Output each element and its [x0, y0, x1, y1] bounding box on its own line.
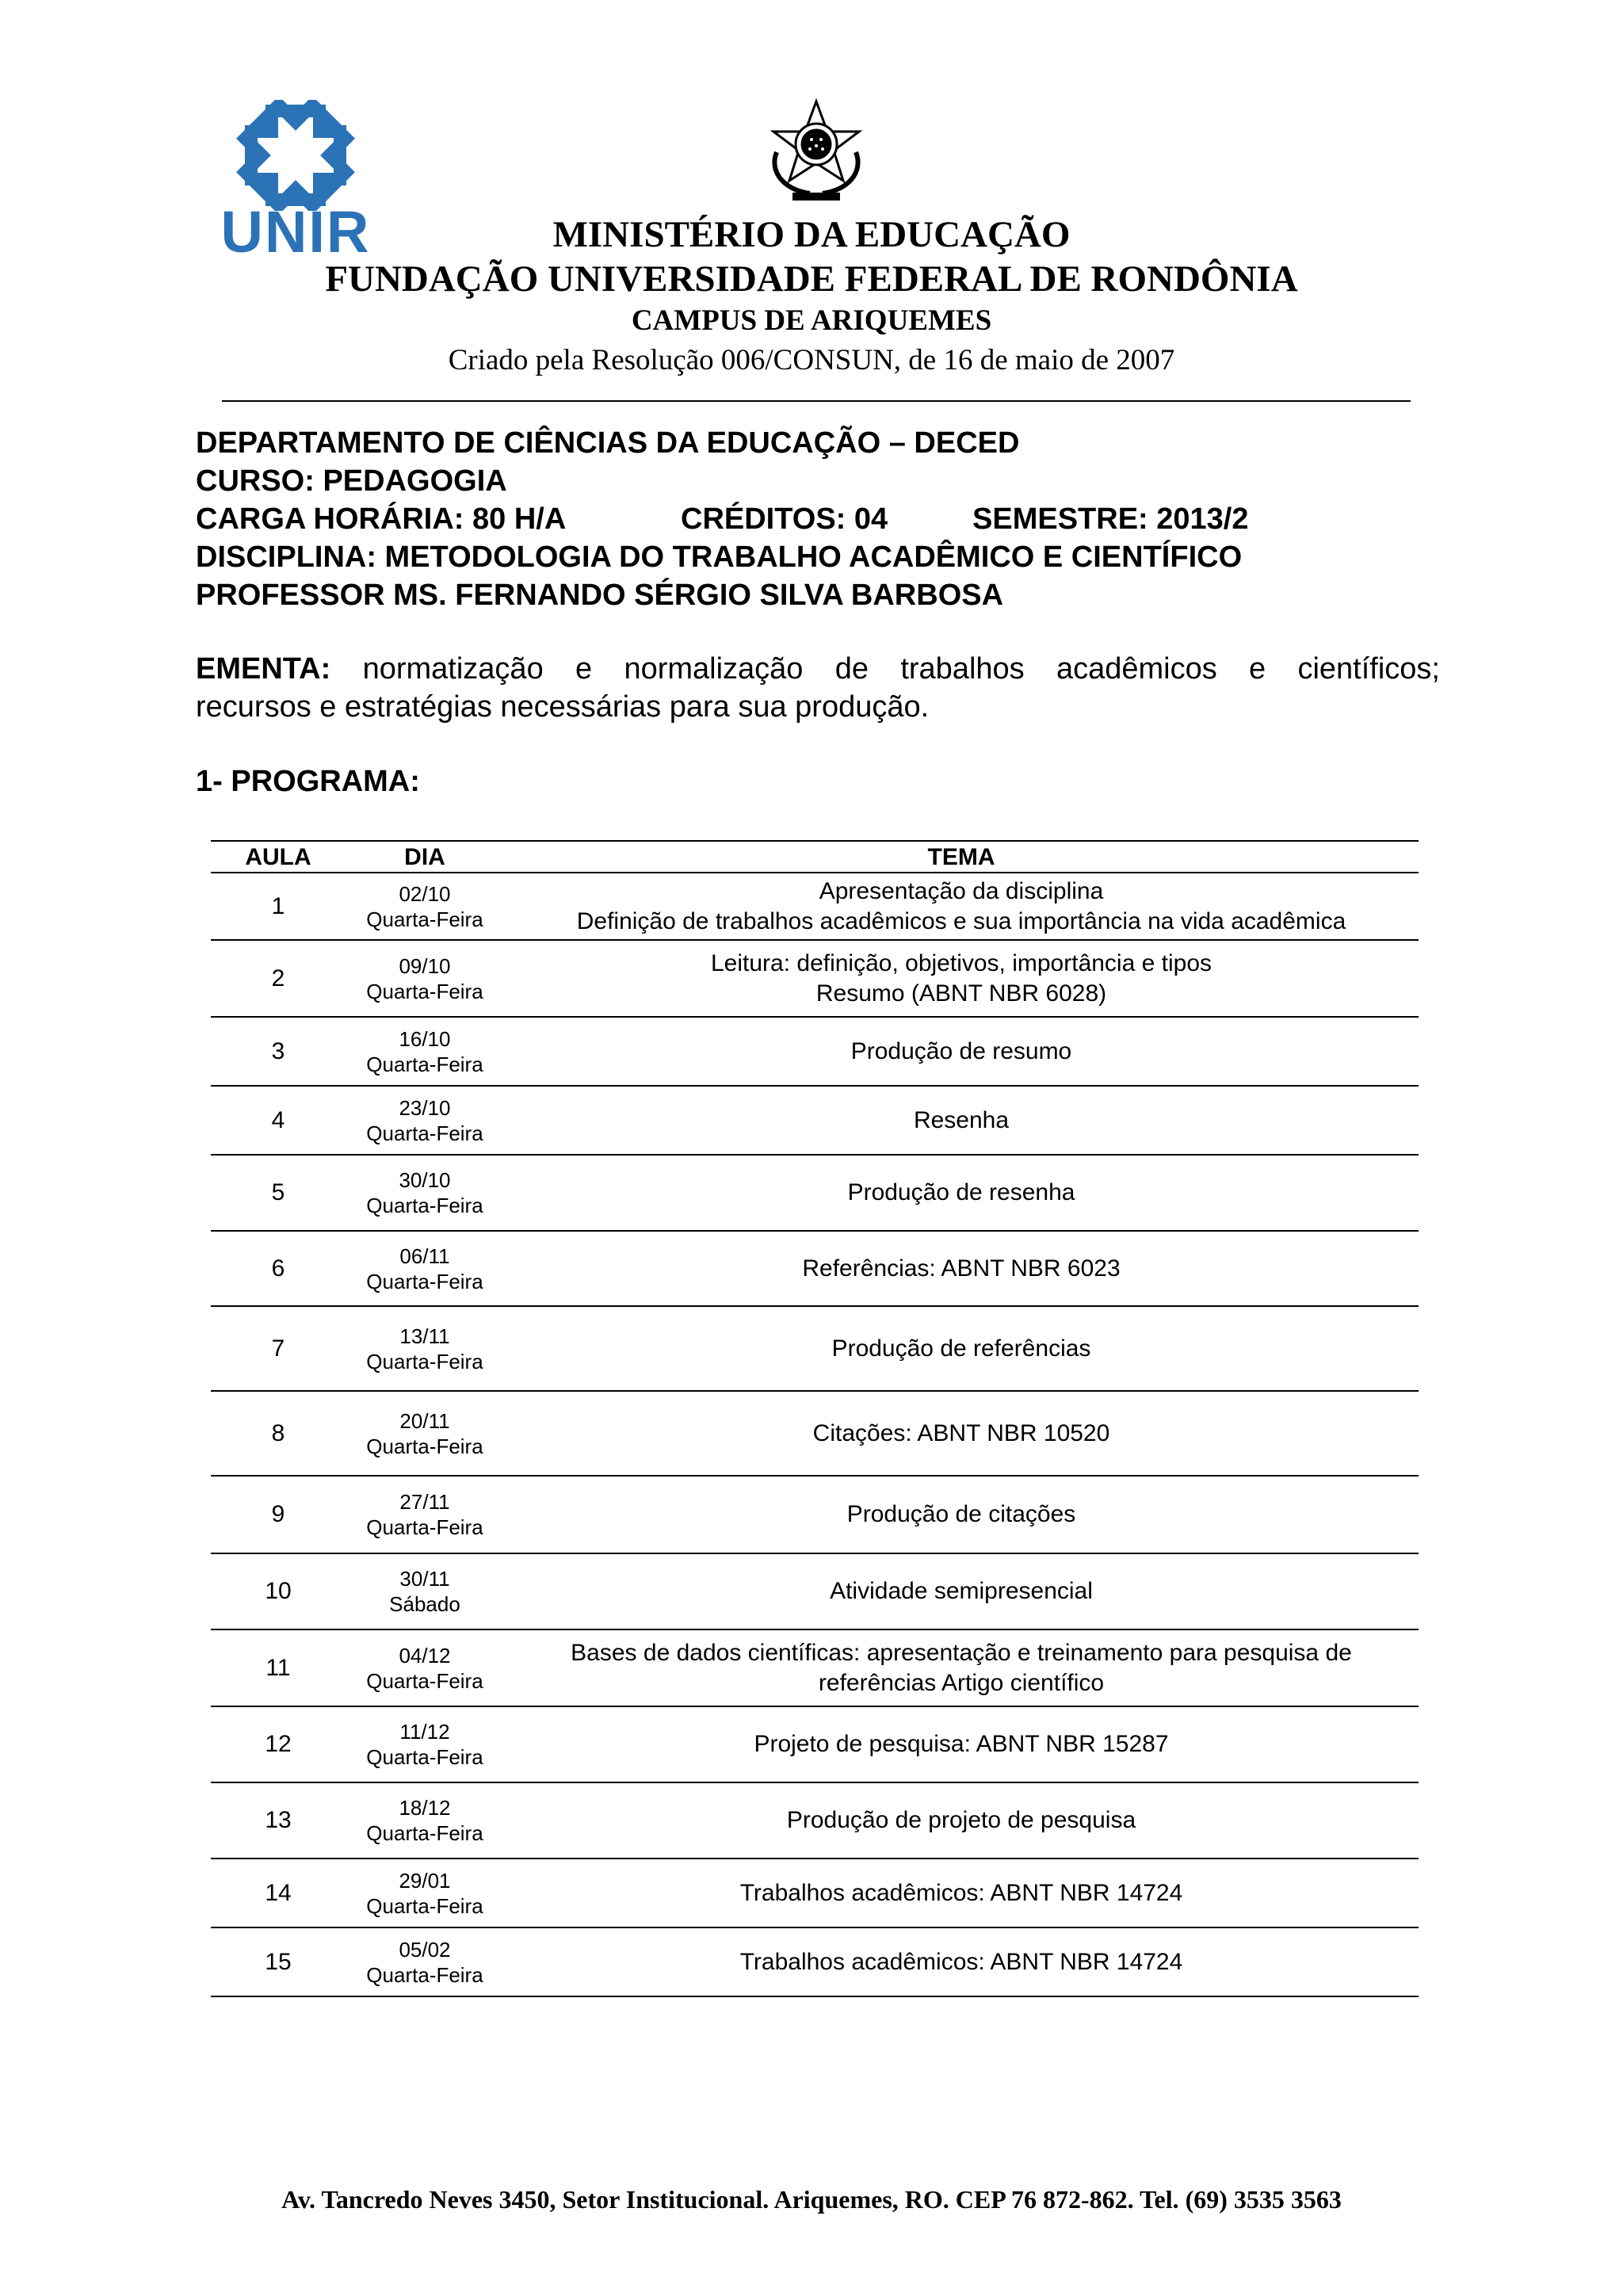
cell-date: 16/10	[399, 1026, 451, 1051]
cell-date: 05/02	[399, 1937, 451, 1962]
cell-tema	[504, 1477, 1419, 1553]
tema-line: Produção de projeto de pesquisa	[786, 1807, 1136, 1833]
cell-tema	[504, 873, 1419, 939]
unir-logo-text: UNIR	[220, 199, 371, 265]
cell-date: 09/10	[399, 953, 451, 978]
table-row	[211, 941, 1419, 1018]
tema-line: Bases de dados científicas: apresentação e treinamento para pesquisa de	[571, 1639, 1352, 1666]
cell-dia	[346, 1783, 504, 1858]
cell-date: 27/11	[399, 1490, 450, 1514]
table-row	[211, 1232, 1419, 1307]
cell-tema	[504, 1554, 1419, 1629]
cell-aula: 8	[271, 1419, 285, 1446]
cell-aula: 1	[271, 892, 285, 919]
cell-tema	[504, 1307, 1419, 1390]
tema-line: Produção de resenha	[847, 1179, 1075, 1205]
table-row	[211, 1087, 1419, 1156]
cell-aula: 3	[271, 1037, 285, 1064]
cell-dia	[346, 1307, 504, 1390]
cell-dia	[346, 1087, 504, 1154]
cell-dia	[346, 1630, 504, 1706]
cell-aula: 13	[265, 1807, 292, 1833]
tema-line: Resumo (ABNT NBR 6028)	[815, 980, 1107, 1007]
cell-aula: 2	[271, 965, 285, 991]
cell-weekday: Quarta-Feira	[366, 1349, 483, 1373]
cell-date: 20/11	[399, 1408, 450, 1433]
table-row	[211, 1783, 1419, 1859]
ministry-title: MINISTÉRIO DA EDUCAÇÃO	[552, 214, 1071, 255]
cell-dia	[346, 1859, 504, 1927]
table-row	[211, 1859, 1419, 1928]
cell-date: 11/12	[399, 1720, 450, 1744]
cell-tema	[504, 1783, 1419, 1858]
cell-dia	[346, 1477, 504, 1553]
tema-line: Resenha	[913, 1106, 1010, 1133]
cell-weekday: Quarta-Feira	[366, 1821, 483, 1845]
cell-dia	[346, 1392, 504, 1475]
table-body	[211, 873, 1419, 1997]
cell-aula: 15	[265, 1948, 292, 1975]
tema-line: Referências: ABNT NBR 6023	[802, 1255, 1121, 1282]
cell-weekday: Quarta-Feira	[366, 1962, 483, 1987]
programa-title: 1- PROGRAMA:	[196, 765, 420, 798]
header-divider	[222, 400, 1411, 402]
department-text: DEPARTAMENTO DE CIÊNCIAS DA EDUCAÇÃO – DECED	[196, 426, 1020, 460]
cell-weekday: Quarta-Feira	[366, 1434, 483, 1458]
cell-dia	[346, 1554, 504, 1629]
header-dia: DIA	[404, 844, 445, 870]
tema-line: Definição de trabalhos acadêmicos e sua importância na vida acadêmica	[576, 907, 1346, 934]
cell-date: 02/10	[399, 881, 451, 906]
cell-date: 30/11	[399, 1567, 450, 1591]
header-aula: AULA	[245, 844, 311, 870]
cell-date: 30/10	[399, 1168, 451, 1192]
credits-text: CRÉDITOS: 04	[681, 502, 888, 536]
cell-aula: 7	[271, 1335, 285, 1362]
cell-weekday: Quarta-Feira	[366, 1121, 483, 1145]
cell-date: 18/12	[399, 1796, 451, 1820]
tema-line: Produção de citações	[846, 1501, 1076, 1527]
cell-weekday: Quarta-Feira	[366, 1893, 483, 1918]
cell-dia	[346, 1928, 504, 1996]
cell-aula: 9	[271, 1501, 285, 1527]
table-row	[211, 1156, 1419, 1232]
cell-tema	[504, 1018, 1419, 1085]
table-row	[211, 873, 1419, 941]
coat-of-arms-icon	[761, 97, 872, 208]
table-row	[211, 1018, 1419, 1087]
cell-tema	[504, 1630, 1419, 1706]
course-text: CURSO: PEDAGOGIA	[196, 464, 507, 498]
cell-weekday: Quarta-Feira	[366, 907, 483, 931]
table-row	[211, 1707, 1419, 1783]
tema-line: referências Artigo científico	[818, 1669, 1105, 1696]
foundation-title: FUNDAÇÃO UNIVERSIDADE FEDERAL DE RONDÔNIA	[325, 258, 1298, 300]
cell-tema	[504, 1707, 1419, 1782]
tema-line: Trabalhos acadêmicos: ABNT NBR 14724	[739, 1879, 1183, 1906]
cell-tema	[504, 1156, 1419, 1230]
cell-tema	[504, 1392, 1419, 1475]
schedule-table	[211, 840, 1419, 1997]
cell-dia	[346, 1018, 504, 1085]
cell-weekday: Quarta-Feira	[366, 1052, 483, 1076]
cell-dia	[346, 1156, 504, 1230]
semester-text: SEMESTRE: 2013/2	[972, 502, 1249, 536]
cell-dia	[346, 873, 504, 939]
cell-aula: 11	[265, 1654, 291, 1681]
ementa	[196, 650, 1440, 726]
cell-tema	[504, 1859, 1419, 1927]
tema-line: Citações: ABNT NBR 10520	[812, 1419, 1110, 1446]
table-row	[211, 1307, 1419, 1392]
cell-tema	[504, 1232, 1419, 1305]
cell-weekday: Quarta-Feira	[366, 1269, 483, 1293]
cell-date: 29/01	[399, 1868, 451, 1893]
ementa-text-1: normatização e normalização de trabalhos acadêmicos e científicos;	[330, 652, 1440, 686]
table-row	[211, 1554, 1419, 1630]
tema-line: Leitura: definição, objetivos, importância e tipos	[710, 949, 1212, 976]
cell-date: 06/11	[399, 1244, 450, 1268]
cell-aula: 10	[265, 1578, 292, 1604]
cell-aula: 12	[265, 1731, 292, 1757]
cell-aula: 6	[271, 1255, 285, 1282]
discipline-text: DISCIPLINA: METODOLOGIA DO TRABALHO ACADÊMICO E CIENTÍFICO	[196, 541, 1243, 574]
table-header	[211, 840, 1419, 873]
campus-title: CAMPUS DE ARIQUEMES	[631, 304, 992, 337]
cell-aula: 4	[271, 1106, 285, 1133]
tema-line: Apresentação da disciplina	[819, 877, 1104, 904]
cell-weekday: Quarta-Feira	[366, 979, 483, 1003]
cell-date: 13/11	[399, 1324, 450, 1348]
ementa-line-1	[196, 650, 1440, 688]
cell-tema	[504, 941, 1419, 1016]
cell-date: 23/10	[399, 1095, 451, 1120]
professor-text: PROFESSOR MS. FERNANDO SÉRGIO SILVA BARBOSA	[196, 579, 1004, 612]
unir-star-icon	[204, 100, 387, 211]
tema-line: Atividade semipresencial	[830, 1578, 1093, 1604]
table-row	[211, 1928, 1419, 1997]
tema-line: Trabalhos acadêmicos: ABNT NBR 14724	[739, 1948, 1183, 1975]
table-row	[211, 1630, 1419, 1707]
cell-aula: 14	[265, 1879, 292, 1906]
cell-weekday: Quarta-Feira	[366, 1515, 483, 1539]
cell-date: 04/12	[399, 1643, 451, 1668]
cell-weekday: Quarta-Feira	[366, 1194, 483, 1217]
creation-resolution: Criado pela Resolução 006/CONSUN, de 16 de maio de 2007	[448, 344, 1175, 376]
ementa-line-2: recursos e estratégias necessárias para sua produção.	[196, 690, 930, 724]
cell-weekday: Quarta-Feira	[366, 1745, 483, 1769]
table-row	[211, 1392, 1419, 1477]
tema-line: Projeto de pesquisa: ABNT NBR 15287	[754, 1731, 1169, 1757]
cell-dia	[346, 1232, 504, 1305]
tema-line: Produção de resumo	[850, 1037, 1072, 1064]
ementa-label: EMENTA:	[196, 652, 331, 686]
cell-dia	[346, 1707, 504, 1782]
cell-tema	[504, 1087, 1419, 1154]
cell-aula: 5	[271, 1179, 285, 1205]
tema-line: Produção de referências	[831, 1335, 1091, 1362]
footer-address: Av. Tancredo Neves 3450, Setor Institucional. Ariquemes, RO. CEP 76 872-862. Tel. (69) 3535 3563	[281, 2185, 1342, 2214]
header-tema: TEMA	[927, 844, 995, 870]
cell-weekday: Quarta-Feira	[366, 1668, 483, 1693]
workload-text: CARGA HORÁRIA: 80 H/A	[196, 502, 567, 536]
cell-dia	[346, 941, 504, 1016]
cell-tema	[504, 1928, 1419, 1996]
cell-weekday: Sábado	[389, 1592, 460, 1616]
table-row	[211, 1477, 1419, 1554]
